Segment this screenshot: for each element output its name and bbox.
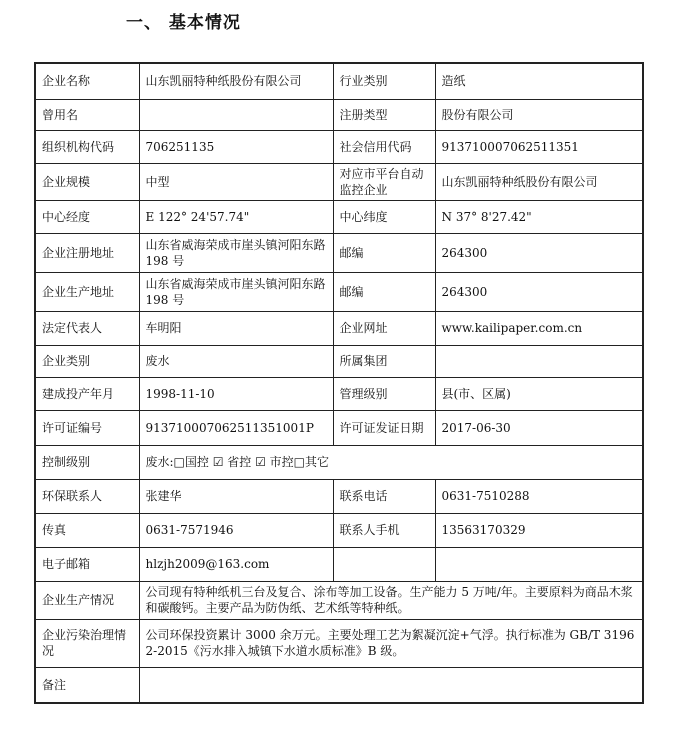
table-row	[35, 311, 643, 345]
label-monitoring-platform: 对应市平台自动监控企业	[333, 163, 435, 200]
value-production-address: 山东省威海荣成市崖头镇河阳东路 198 号	[139, 272, 333, 311]
label-management-level: 管理级别	[333, 377, 435, 410]
value-postcode: 264300	[435, 233, 643, 272]
value-remarks	[139, 667, 643, 703]
label-env-contact: 环保联系人	[35, 479, 139, 513]
value-scale: 中型	[139, 163, 333, 200]
value-registration-type: 股份有限公司	[435, 99, 643, 130]
label-postcode-2: 邮编	[333, 272, 435, 311]
value-management-level: 县(市、区属)	[435, 377, 643, 410]
value-group	[435, 345, 643, 377]
value-pollution-control: 公司环保投资累计 3000 余万元。主要处理工艺为絮凝沉淀+气浮。执行标准为 GB/T 31962-2015《污水排入城镇下水道水质标准》B 级。	[139, 619, 643, 667]
value-credit-code: 913710007062511351	[435, 130, 643, 163]
value-former-name	[139, 99, 333, 130]
label-postcode: 邮编	[333, 233, 435, 272]
value-permit-date: 2017-06-30	[435, 410, 643, 445]
label-remarks: 备注	[35, 667, 139, 703]
label-fax: 传真	[35, 513, 139, 547]
value-fax: 0631-7571946	[139, 513, 333, 547]
label-enterprise-category: 企业类别	[35, 345, 139, 377]
value-env-contact: 张建华	[139, 479, 333, 513]
value-enterprise-category: 废水	[139, 345, 333, 377]
value-legal-representative: 车明阳	[139, 311, 333, 345]
table-row	[35, 479, 643, 513]
label-production-address: 企业生产地址	[35, 272, 139, 311]
value-control-level: 废水:□国控 ☑ 省控 ☑ 市控□其它	[139, 445, 643, 479]
basic-info-table	[34, 62, 644, 704]
label-permit-number: 许可证编号	[35, 410, 139, 445]
label-control-level: 控制级别	[35, 445, 139, 479]
value-latitude: N 37° 8'27.42"	[435, 200, 643, 233]
value-mobile: 13563170329	[435, 513, 643, 547]
label-mobile: 联系人手机	[333, 513, 435, 547]
label-scale: 企业规模	[35, 163, 139, 200]
table-row	[35, 200, 643, 233]
label-pollution-control: 企业污染治理情况	[35, 619, 139, 667]
label-longitude: 中心经度	[35, 200, 139, 233]
value-company-name: 山东凯丽特种纸股份有限公司	[139, 63, 333, 99]
label-production-status: 企业生产情况	[35, 581, 139, 619]
value-production-status: 公司现有特种纸机三台及复合、涂布等加工设备。生产能力 5 万吨/年。主要原料为商品木浆和碳酸钙。主要产品为防伪纸、艺术纸等特种纸。	[139, 581, 643, 619]
label-legal-representative: 法定代表人	[35, 311, 139, 345]
value-phone: 0631-7510288	[435, 479, 643, 513]
value-registered-address: 山东省威海荣成市崖头镇河阳东路 198 号	[139, 233, 333, 272]
label-permit-date: 许可证发证日期	[333, 410, 435, 445]
empty-cell	[435, 547, 643, 581]
label-group: 所属集团	[333, 345, 435, 377]
label-production-date: 建成投产年月	[35, 377, 139, 410]
value-production-date: 1998-11-10	[139, 377, 333, 410]
label-website: 企业网址	[333, 311, 435, 345]
value-website: www.kailipaper.com.cn	[435, 311, 643, 345]
value-monitoring-platform: 山东凯丽特种纸股份有限公司	[435, 163, 643, 200]
label-latitude: 中心纬度	[333, 200, 435, 233]
table-row	[35, 63, 643, 99]
label-registration-type: 注册类型	[333, 99, 435, 130]
table-row	[35, 619, 643, 667]
table-row	[35, 99, 643, 130]
label-company-name: 企业名称	[35, 63, 139, 99]
table-row	[35, 667, 643, 703]
table-row	[35, 233, 643, 272]
table-row	[35, 547, 643, 581]
table-row	[35, 130, 643, 163]
label-org-code: 组织机构代码	[35, 130, 139, 163]
value-email: hlzjh2009@163.com	[139, 547, 333, 581]
table-row	[35, 581, 643, 619]
table-row	[35, 377, 643, 410]
value-org-code: 706251135	[139, 130, 333, 163]
label-credit-code: 社会信用代码	[333, 130, 435, 163]
label-email: 电子邮箱	[35, 547, 139, 581]
table-row	[35, 345, 643, 377]
table-row	[35, 272, 643, 311]
table-row	[35, 163, 643, 200]
label-phone: 联系电话	[333, 479, 435, 513]
table-row	[35, 445, 643, 479]
table-row	[35, 513, 643, 547]
value-permit-number: 91371000706251135​1001P	[139, 410, 333, 445]
empty-cell	[333, 547, 435, 581]
label-industry: 行业类别	[333, 63, 435, 99]
value-industry: 造纸	[435, 63, 643, 99]
value-postcode-2: 264300	[435, 272, 643, 311]
table-row	[35, 410, 643, 445]
label-former-name: 曾用名	[35, 99, 139, 130]
section-title: 一、 基本情况	[126, 13, 241, 33]
value-longitude: E 122° 24'57.74"	[139, 200, 333, 233]
label-registered-address: 企业注册地址	[35, 233, 139, 272]
